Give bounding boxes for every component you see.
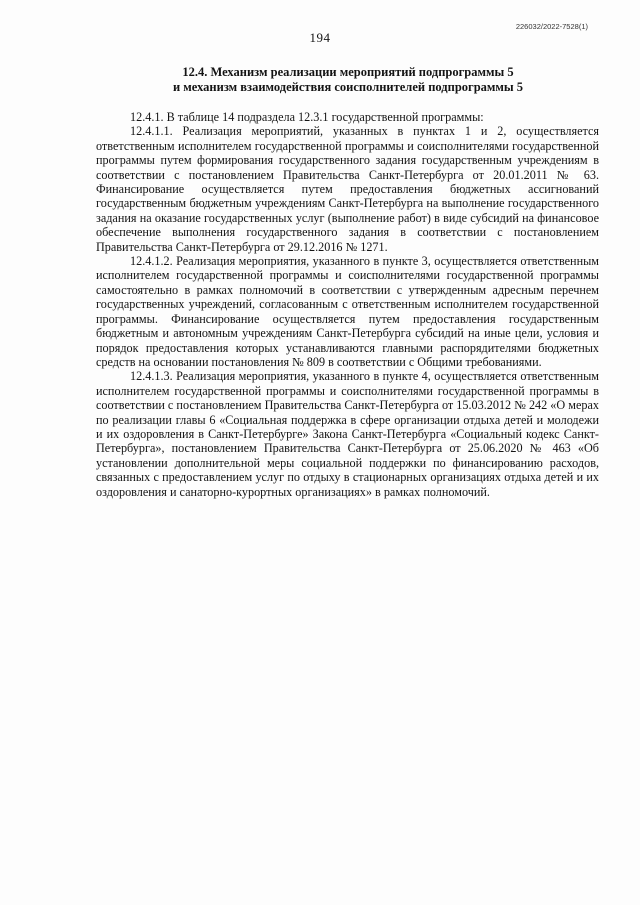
- document-code: 226032/2022-7528(1): [515, 22, 588, 31]
- paragraph-12-4-1-1: 12.4.1.1. Реализация мероприятий, указанных в пунктах 1 и 2, осуществляется ответственным исполнителем государственной программы и соисполнителями государственной программы путем формирования государственного задания государственным учреждениям в соответствии с постановлением Правительства Санкт-Петербурга от 20.01.2011 № 63. Финансирование осуществляется путем предоставления бюджетных ассигнований государственным бюджетным учреждениям Санкт-Петербурга на выполнение государственного задания на оказание государственных услуг (выполнение работ) в виде субсидий на финансовое обеспечение выполнения государственного задания в соответствии с постановлением Правительства Санкт-Петербурга от 29.12.2016 № 1271.: [96, 124, 599, 254]
- section-body: [96, 110, 599, 499]
- section-heading: [96, 65, 600, 95]
- page-number: 194: [309, 30, 331, 45]
- paragraph-12-4-1-2: 12.4.1.2. Реализация мероприятия, указанного в пункте 3, осуществляется ответственным исполнителем государственной программы и соисполнителями государственной программы самостоятельно в рамках полномочий в соответствии с утвержденным адресным перечнем государственных учреждений, согласованным с ответственным исполнителем государственной программы. Финансирование осуществляется путем предоставления государственным бюджетным и автономным учреждениям Санкт-Петербурга субсидий на иные цели, условия и порядок предоставления которых устанавливаются главными распорядителями бюджетных средств на основании постановления № 809 в соответствии с Общими требованиями.: [96, 254, 599, 369]
- paragraph-12-4-1-3: 12.4.1.3. Реализация мероприятия, указанного в пункте 4, осуществляется ответственным исполнителем государственной программы и соисполнителями государственной программы в соответствии с постановлением Правительства Санкт-Петербурга от 15.03.2012 № 242 «О мерах по реализации главы 6 «Социальная поддержка в сфере организации отдыха детей и молодежи и их оздоровления в Санкт-Петербурге» Закона Санкт-Петербурга «Социальный кодекс Санкт-Петербурга», постановлением Правительства Санкт-Петербурга от 25.06.2020 № 463 «Об установлении дополнительной меры социальной поддержки по финансированию расходов, связанных с предоставлением услуг по отдыху в стационарных организациях отдыха детей и их оздоровления и санаторно-курортных организациях» в рамках полномочий.: [96, 369, 599, 499]
- section-heading-line-1: 12.4. Механизм реализации мероприятий подпрограммы 5: [182, 65, 514, 79]
- section-heading-line-2: и механизм взаимодействия соисполнителей подпрограммы 5: [172, 80, 524, 94]
- paragraph-12-4-1: 12.4.1. В таблице 14 подраздела 12.3.1 государственной программы:: [130, 110, 484, 124]
